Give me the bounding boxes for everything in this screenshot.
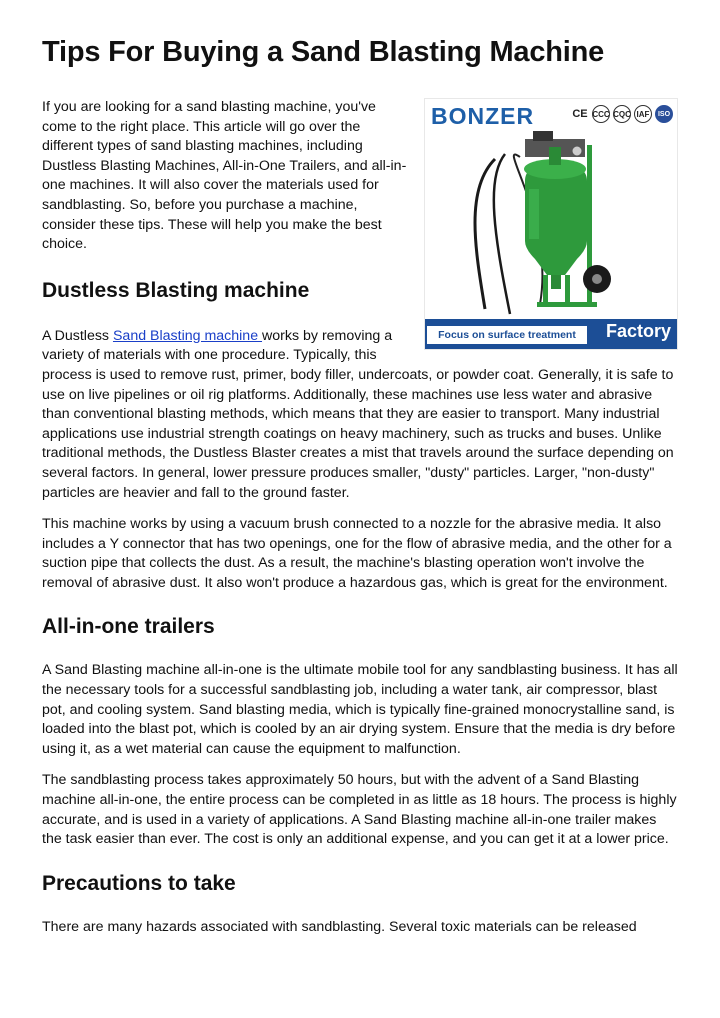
all-in-one-paragraph-2: The sandblasting process takes approximately 50 hours, but with the advent of a Sand Blasting machine all-in-one, the entire process can be completed in as little as 18 hours. The process is highly accurate, and is used in a variety of applications. A Sand Blasting machine all-in-one trailer makes the task easier than ever. The cost is only an additional expense, and you can get it at a lower price. — [42, 772, 677, 848]
dustless-paragraph-1 — [42, 327, 678, 503]
brand-logo: BONZER — [431, 103, 535, 129]
cqc-mark-icon: CQC — [613, 105, 631, 123]
heading-precautions: Precautions to take — [42, 871, 236, 895]
dustless-paragraph-2: This machine works by using a vacuum brush connected to a nozzle for the abrasive media. It also includes a Y connector that has two openings, one for the flow of abrasive media, and the other for a suction pipe that collects the dust. As a result, the machine's blasting operation won't involve the removal of abrasive dust. It also won't produce a hazardous gas, which is great for the environment. — [42, 516, 672, 591]
caption-factory: Factory — [605, 321, 671, 341]
dustless-p1-lead: A Dustless — [42, 327, 113, 344]
precautions-paragraph-1: There are many hazards associated with sandblasting. Several toxic materials can be released — [42, 918, 637, 935]
ce-mark-icon: CE — [572, 108, 588, 120]
sand-blasting-machine-link[interactable]: Sand Blasting machine — [112, 327, 263, 344]
all-in-one-paragraph-1: A Sand Blasting machine all-in-one is the ultimate mobile tool for any sandblasting business. It has all the necessary tools for a successful sandblasting job, including a water tank, air compressor, blast pot, and cooling system. Sand blasting media, which is typically fine-grained monocrystalline sand, is loaded into the blast pot, which is cooled by an air drying system. Ensure that the media is dry before using it, as a wet material can cause the equipment to malfunction. — [42, 662, 678, 757]
dustless-p1-rest: works by removing a variety of materials with one procedure. Typically, this process is used to remove rust, primer, body filler, undercoats, or powder coat. Generally, it is safe to use on live pipelines or oil rig platforms. Additionally, these machines use less water and abrasive than conventional blasting methods, which means that they are easier to transport. Many industrial applications use industrial strength coatings on heavy machinery, such as trucks and buses. Unlike traditional methods, the Dustless Blaster creates a mist that travels around the surface depending on several factors. In general, lower pressure produces smaller, "dusty" particles. Larger, "non-dusty" particles are heavier and fall to the ground faster. — [42, 327, 674, 501]
product-image — [424, 98, 678, 350]
intro-paragraph: If you are looking for a sand blasting machine, you've come to the right place. This article will go over the different types of sand blasting machines, including Dustless Blasting Machines, All-in-One Trailers, and all-in-one machines. It will also cover the materials used for sandblasting. So, before you purchase a machine, consider these tips. These will help you make the best choice. — [42, 99, 407, 253]
sandblaster-machine-illustration — [425, 99, 677, 319]
page-title: Tips For Buying a Sand Blasting Machine — [42, 36, 605, 68]
caption-banner — [425, 319, 677, 349]
iaf-mark-icon: IAF — [634, 105, 652, 123]
caption-tagline: Focus on surface treatment — [427, 326, 587, 344]
article — [42, 32, 678, 937]
ccc-mark-icon: CCC — [592, 105, 610, 123]
heading-dustless: Dustless Blasting machine — [42, 278, 310, 302]
heading-all-in-one: All-in-one trailers — [42, 615, 215, 639]
iso-mark-icon: ISO — [655, 105, 673, 123]
